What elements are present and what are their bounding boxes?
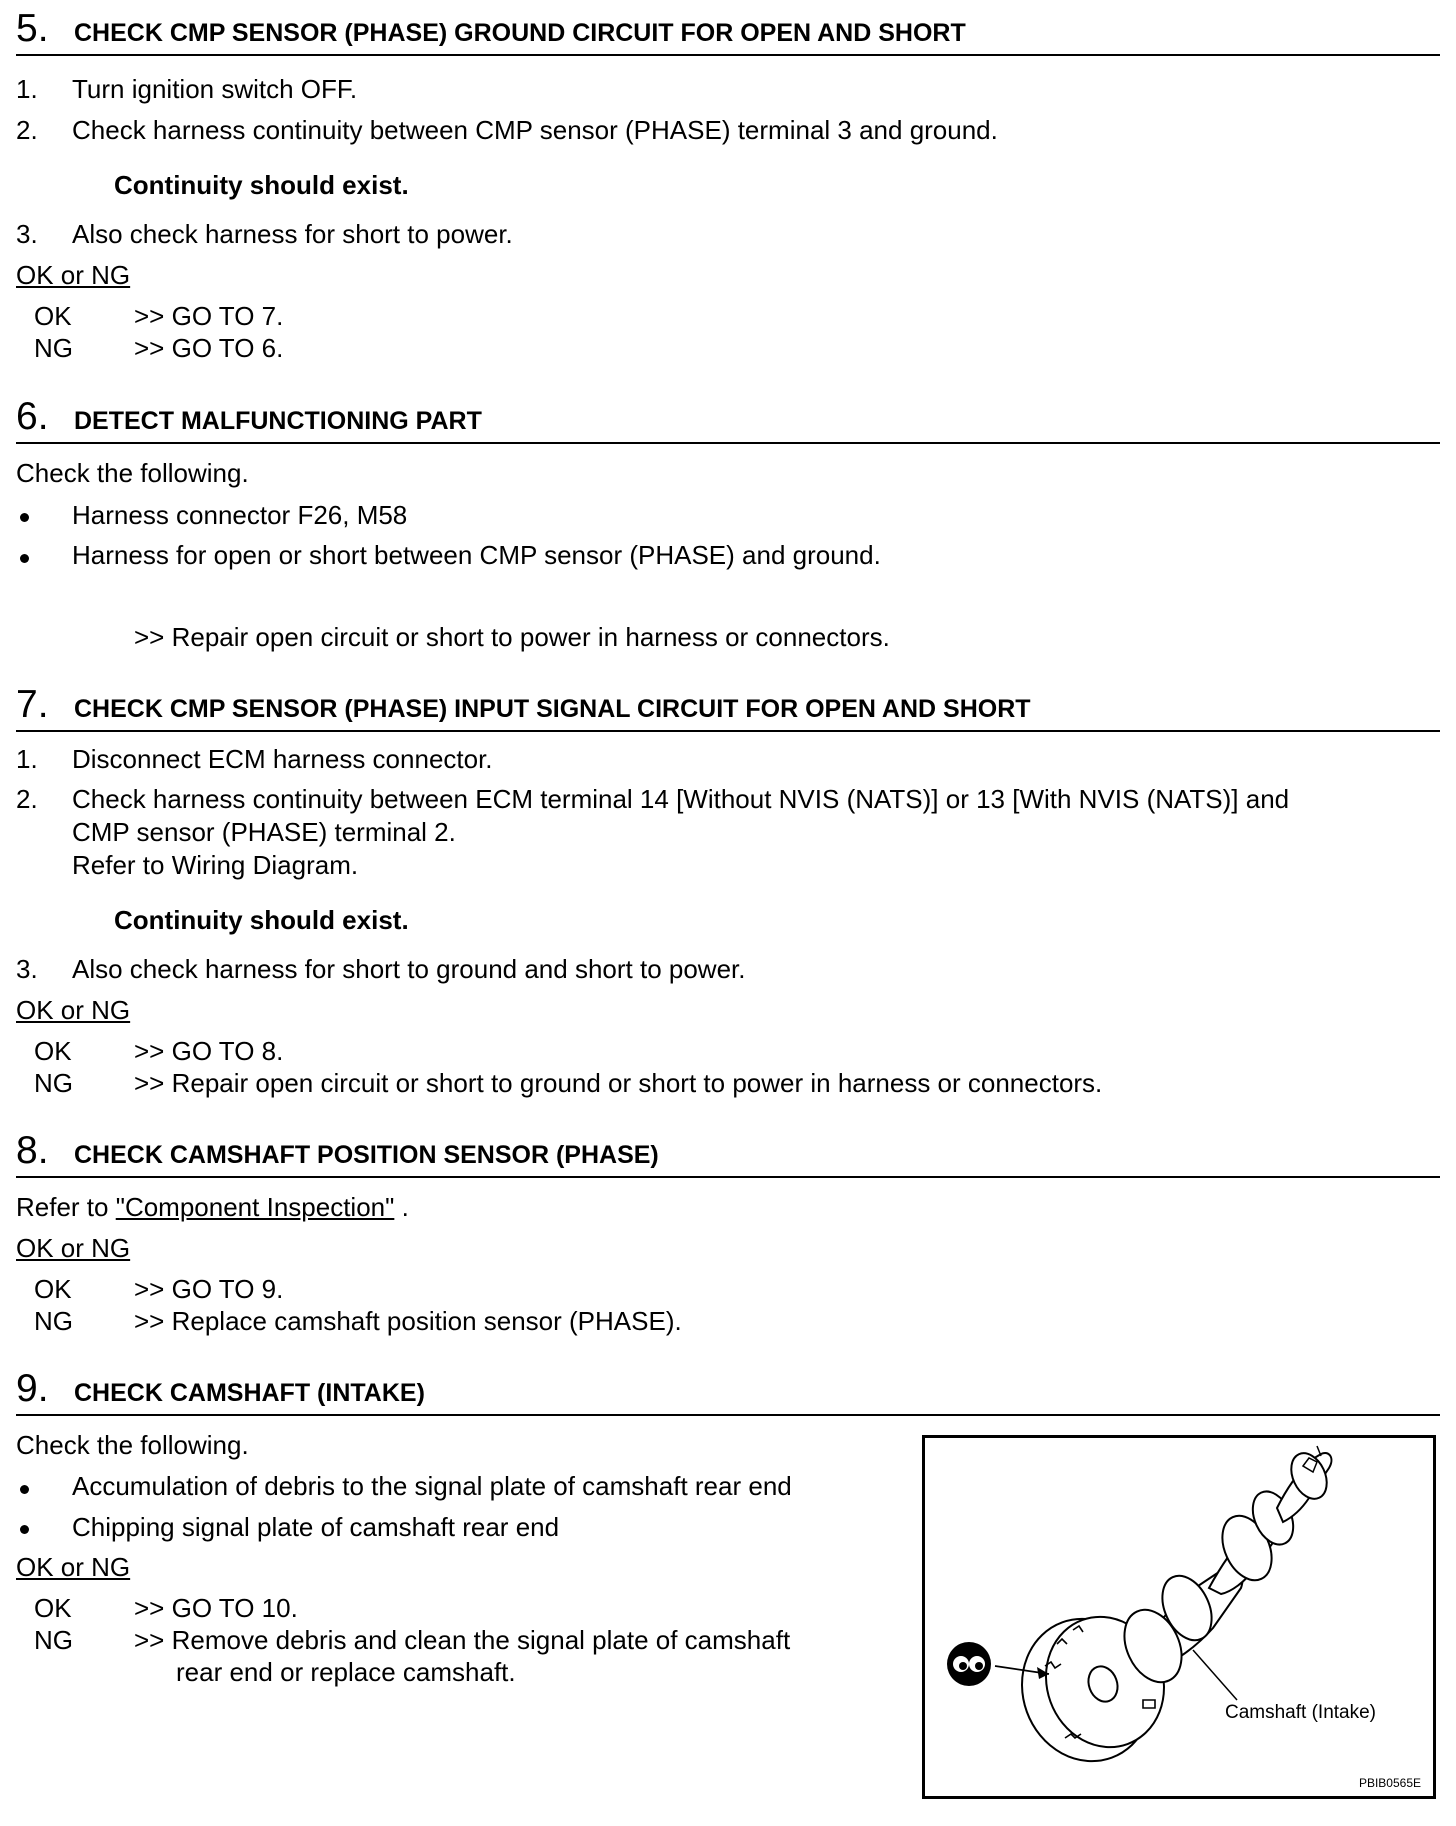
step5-ng-key: NG xyxy=(34,333,73,363)
step6-intro: Check the following. xyxy=(16,458,249,488)
step9-bullet1-dot xyxy=(20,1485,29,1494)
step8-okng-label: OK or NG xyxy=(16,1233,131,1263)
camshaft-label-leader xyxy=(1193,1650,1237,1700)
camshaft-figure xyxy=(922,1435,1436,1799)
step9-number: 9 . xyxy=(16,1369,49,1408)
step7-header xyxy=(16,684,1440,732)
step7-number: 7 . xyxy=(16,685,49,724)
step9-intro: Check the following. xyxy=(16,1430,249,1460)
step8-ok-key: OK xyxy=(34,1274,72,1304)
step8-refer xyxy=(16,1192,409,1222)
step7-ok-result: >> GO TO 8. xyxy=(134,1036,284,1066)
step6-bullet1-dot xyxy=(20,513,29,522)
step6-title: DETECT MALFUNCTIONING PART xyxy=(74,407,482,435)
step8-refer-suffix: . xyxy=(394,1192,409,1222)
step6-bullet2-text: Harness for open or short between CMP sensor (PHASE) and ground. xyxy=(72,540,881,570)
step5-ok-result: >> GO TO 7. xyxy=(134,301,284,331)
step8-ng-result: >> Replace camshaft position sensor (PHASE). xyxy=(134,1306,682,1336)
step5-item3-text: Also check harness for short to power. xyxy=(72,219,513,249)
step9-ng-result-line1: >> Remove debris and clean the signal plate of camshaft xyxy=(134,1625,791,1655)
step7-item1-num: 1. xyxy=(16,744,38,774)
step5-item1-num: 1. xyxy=(16,74,38,104)
step9-ng-result-line2: rear end or replace camshaft. xyxy=(176,1657,516,1687)
step7-item3-text: Also check harness for short to ground and short to power. xyxy=(72,954,746,984)
step6-bullet1-text: Harness connector F26, M58 xyxy=(72,500,408,530)
step7-item2-num: 2. xyxy=(16,784,38,814)
step7-item3-num: 3. xyxy=(16,954,38,984)
step8-header xyxy=(16,1130,1440,1178)
step9-title: CHECK CAMSHAFT (INTAKE) xyxy=(74,1379,425,1407)
step5-note: Continuity should exist. xyxy=(114,170,409,200)
step7-ok-key: OK xyxy=(34,1036,72,1066)
step7-title: CHECK CMP SENSOR (PHASE) INPUT SIGNAL CIRCUIT FOR OPEN AND SHORT xyxy=(74,695,1031,723)
step5-okng-label: OK or NG xyxy=(16,260,131,290)
step9-header xyxy=(16,1368,1440,1416)
step9-bullet2-dot xyxy=(20,1525,29,1534)
step5-header xyxy=(16,8,1440,56)
step9-ok-key: OK xyxy=(34,1593,72,1623)
step7-item2-line1: Check harness continuity between ECM terminal 14 [Without NVIS (NATS)] or 13 [With NVIS (NATS)] and xyxy=(72,784,1290,814)
component-inspection-link[interactable]: "Component Inspection" xyxy=(115,1192,395,1222)
figure-code: PBIB0565E xyxy=(1358,1776,1421,1790)
step5-item2-num: 2. xyxy=(16,115,38,145)
step7-item1-text: Disconnect ECM harness connector. xyxy=(72,744,493,774)
step5-title: CHECK CMP SENSOR (PHASE) GROUND CIRCUIT FOR OPEN AND SHORT xyxy=(74,19,966,47)
step6-header xyxy=(16,396,1440,444)
step7-ng-result: >> Repair open circuit or short to ground or short to power in harness or connectors. xyxy=(134,1068,1103,1098)
step7-item2-line2: CMP sensor (PHASE) terminal 2. xyxy=(72,817,456,847)
step5-ok-key: OK xyxy=(34,301,72,331)
step9-ok-result: >> GO TO 10. xyxy=(134,1593,298,1623)
step5-item2-text: Check harness continuity between CMP sensor (PHASE) terminal 3 and ground. xyxy=(72,115,998,145)
step9-ng-key: NG xyxy=(34,1625,73,1655)
step8-number: 8 . xyxy=(16,1131,49,1170)
step9-okng-label: OK or NG xyxy=(16,1552,131,1582)
camshaft-illustration xyxy=(925,1438,1433,1796)
step6-result: >> Repair open circuit or short to power in harness or connectors. xyxy=(134,622,890,652)
step5-ng-result: >> GO TO 6. xyxy=(134,333,284,363)
step7-okng-label: OK or NG xyxy=(16,995,131,1025)
camshaft-body-drawing xyxy=(1113,1447,1333,1691)
step9-bullet2-text: Chipping signal plate of camshaft rear end xyxy=(72,1512,560,1542)
step5-item3-num: 3. xyxy=(16,219,38,249)
step6-bullet2-dot xyxy=(20,554,29,563)
step8-ng-key: NG xyxy=(34,1306,73,1336)
step5-number: 5 . xyxy=(16,9,49,48)
step7-note: Continuity should exist. xyxy=(114,905,409,935)
step8-ok-result: >> GO TO 9. xyxy=(134,1274,284,1304)
step9-bullet1-text: Accumulation of debris to the signal plate of camshaft rear end xyxy=(72,1471,792,1501)
step8-refer-prefix: Refer to xyxy=(16,1192,116,1222)
camshaft-intake-label: Camshaft (Intake) xyxy=(1225,1702,1376,1723)
step5-item1-text: Turn ignition switch OFF. xyxy=(72,74,358,104)
step6-number: 6 . xyxy=(16,397,49,436)
inspect-eyes-icon xyxy=(947,1642,991,1686)
step7-item2-line3: Refer to Wiring Diagram. xyxy=(72,850,359,880)
step7-ng-key: NG xyxy=(34,1068,73,1098)
step8-title: CHECK CAMSHAFT POSITION SENSOR (PHASE) xyxy=(74,1141,659,1169)
